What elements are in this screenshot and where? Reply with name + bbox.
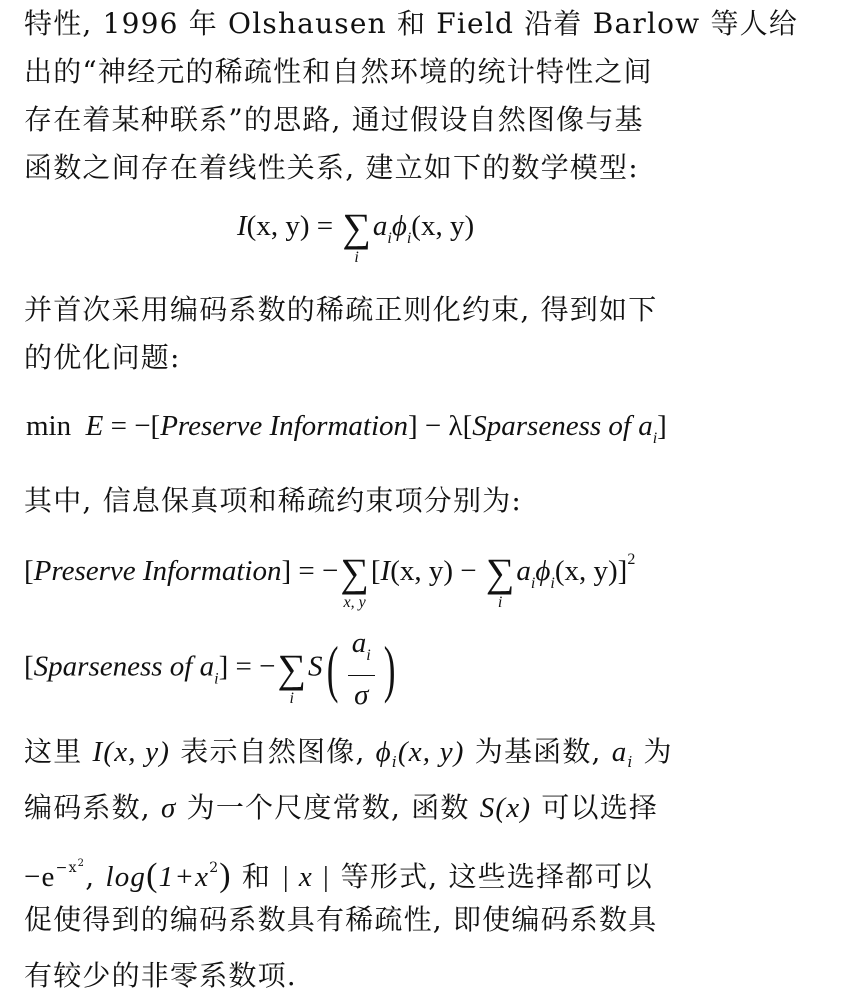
eq-symbol: I: [237, 210, 247, 242]
equation-objective: [26, 406, 667, 459]
inline-math: 1+x: [158, 861, 210, 893]
text-line: 其中, 信息保真项和稀疏约束项分别为:: [24, 484, 523, 517]
fraction: [348, 626, 375, 712]
eq-term: Preserve Information: [160, 410, 409, 442]
eq-superscript: 2: [627, 551, 636, 568]
text-run: 可以选择: [531, 791, 659, 824]
text-line: 的优化问题:: [24, 341, 181, 374]
inline-math: S(x): [479, 792, 532, 824]
eq-text: ] = −: [218, 650, 276, 683]
eq-text: [: [24, 555, 34, 587]
text-line: 促使得到的编码系数具有稀疏性, 即使编码系数具: [24, 903, 658, 936]
inline-superscript: [56, 860, 86, 876]
text-line: 特性, 1996 年 Olshausen 和 Field 沿着 Barlow 等人给: [24, 7, 799, 40]
eq-subscript: i: [366, 647, 371, 664]
inline-math: (x, y): [397, 736, 465, 768]
text-run: 等形式, 这些选择都可以: [330, 860, 653, 893]
eq-symbol: ϕ: [535, 555, 551, 587]
equation-sparseness: [24, 626, 400, 718]
eq-subscript: i: [550, 575, 555, 592]
eq-symbol: S: [307, 650, 323, 683]
equation-preserve-information: [24, 540, 636, 611]
inline-superscript: 2: [209, 860, 220, 876]
fraction-numerator: [348, 626, 375, 676]
inline-subscript: i: [627, 753, 634, 771]
eq-text: [: [370, 555, 381, 587]
eq-symbol: a: [351, 627, 367, 659]
eq-text: −: [453, 555, 484, 587]
inline-math: | x |: [281, 861, 331, 893]
eq-subscript: i: [530, 575, 536, 592]
inline-math: log: [105, 861, 147, 893]
eq-term: Sparseness of a: [472, 410, 653, 442]
eq-symbol: a: [372, 210, 388, 242]
summation-symbol: ∑ i: [277, 645, 306, 707]
paragraph-optimization: [24, 286, 844, 382]
inline-math: (: [146, 857, 159, 894]
inline-math: a: [611, 736, 628, 768]
eq-text: (x, y): [390, 555, 454, 587]
inline-math: I(x, y): [92, 736, 171, 768]
text-line: 有较少的非零系数项.: [24, 959, 297, 992]
eq-text: ] = −: [281, 555, 339, 587]
summation-symbol: ∑ x, y: [340, 550, 369, 611]
text-run: 编码系数,: [24, 791, 162, 824]
eq-subscript: i: [652, 430, 658, 447]
inline-superscript: 2: [77, 858, 86, 869]
eq-text: (x, y): [554, 555, 618, 587]
eq-text: min: [26, 410, 72, 442]
text-line: 出的“神经元的稀疏性和自然环境的统计特性之间: [24, 55, 653, 88]
text-line: [24, 836, 844, 892]
inline-math: −e: [24, 861, 56, 893]
eq-text: ]: [657, 410, 667, 442]
eq-term: Preserve Information: [33, 555, 282, 587]
paragraph-explanation: [24, 724, 844, 1004]
summation-symbol: ∑ i: [485, 550, 515, 611]
text-run: ,: [85, 860, 106, 893]
sum-index: x, y: [343, 594, 366, 611]
eq-symbol: E: [85, 410, 104, 442]
inline-math: ϕ: [375, 736, 392, 768]
fraction-denominator: σ: [354, 679, 369, 711]
eq-text: ]: [617, 555, 628, 587]
sum-index: i: [354, 249, 359, 266]
eq-symbol: I: [380, 555, 391, 587]
text-line: [24, 780, 844, 836]
eq-symbol: a: [516, 555, 531, 587]
text-line: 函数之间存在着线性关系, 建立如下的数学模型:: [24, 151, 639, 184]
inline-math: σ: [161, 792, 177, 824]
eq-subscript: i: [214, 670, 219, 688]
eq-symbol: ϕ: [391, 210, 407, 242]
equation-linear-model: [237, 205, 475, 266]
eq-term: Sparseness of a: [33, 650, 215, 683]
inline-math: ): [219, 857, 232, 894]
eq-text: (x, y): [411, 210, 475, 242]
text-run: 为基函数,: [464, 735, 612, 768]
text-run: 为一个尺度常数, 函数: [176, 791, 480, 824]
summation-symbol: ∑ i: [342, 205, 371, 266]
text-line: 存在着某种联系”的思路, 通过假设自然图像与基: [24, 103, 644, 136]
eq-subscript: i: [387, 230, 392, 247]
eq-text: ] − λ[: [408, 410, 473, 442]
eq-subscript: i: [406, 230, 412, 247]
eq-text: (x, y): [246, 210, 310, 242]
eq-text: =: [316, 210, 334, 242]
inline-math: −x: [55, 860, 78, 876]
inline-subscript: i: [391, 753, 398, 771]
sum-index: i: [497, 594, 503, 611]
text-line: 并首次采用编码系数的稀疏正则化约束, 得到如下: [24, 293, 658, 326]
paragraph-intro: [24, 0, 844, 192]
text-run: 为: [633, 735, 673, 768]
sum-index: i: [289, 689, 294, 707]
paragraph-terms: [24, 477, 844, 525]
eq-text: [: [24, 650, 34, 683]
text-line: [24, 724, 844, 780]
text-run: 和: [231, 860, 282, 893]
right-paren: ): [383, 633, 396, 704]
eq-text: = −[: [110, 410, 161, 442]
text-run: 这里: [24, 735, 93, 768]
left-paren: (: [327, 633, 339, 704]
text-run: 表示自然图像,: [170, 735, 376, 768]
